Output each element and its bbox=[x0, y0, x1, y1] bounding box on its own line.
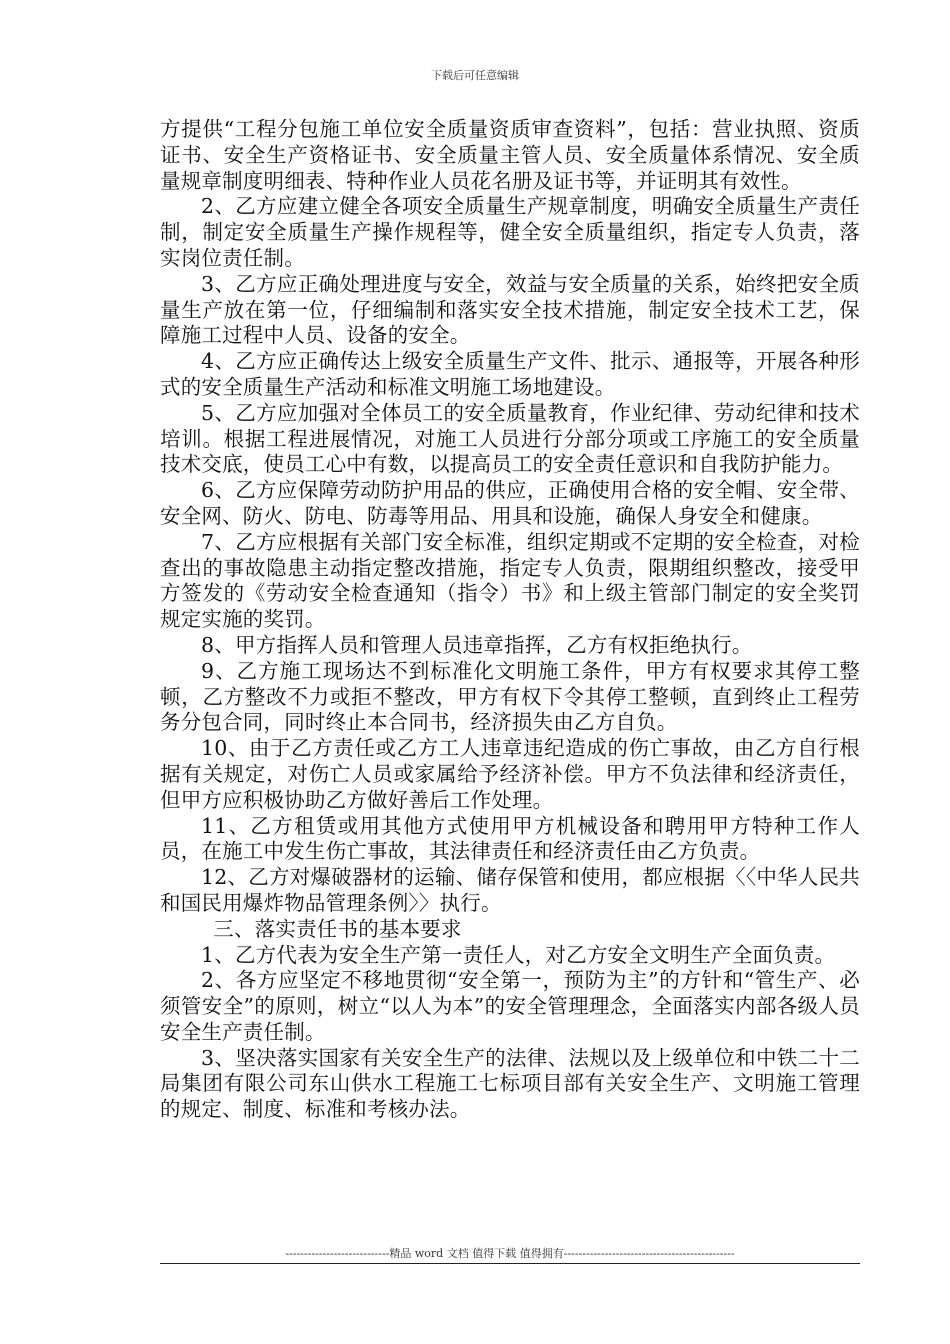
paragraph-item-9: 9、乙方施工现场达不到标准化文明施工条件，甲方有权要求其停工整顿，乙方整改不力或拒不整改，甲方有权下令其停工整顿，直到终止工程劳务分包合同，同时终止本合同书，经济损失由乙方自负。 bbox=[160, 658, 860, 735]
paragraph-item-7: 7、乙方应根据有关部门安全标准，组织定期或不定期的安全检查，对检查出的事故隐患主动指定整改措施，指定专人负责，限期组织整改，接受甲方签发的《劳动安全检查通知（指令）书》和上级主管部门制定的安全奖罚规定实施的奖罚。 bbox=[160, 529, 860, 632]
section-heading-3: 三、落实责任书的基本要求 bbox=[213, 916, 462, 941]
requirement-item-3: 3、坚决落实国家有关安全生产的法律、法规以及上级单位和中铁二十二局集团有限公司东山供水工程施工七标项目部有关安全生产、文明施工管理的规定、制度、标准和考核办法。 bbox=[160, 1045, 860, 1122]
requirement-item-2: 2、各方应坚定不移地贯彻“安全第一，预防为主”的方针和“管生产、必须管安全”的原则，树立“以人为本”的安全管理理念，全面落实内部各级人员安全生产责任制。 bbox=[160, 968, 860, 1044]
paragraph-item-3: 3、乙方应正确处理进度与安全，效益与安全质量的关系，始终把安全质量生产放在第一位，仔细编制和落实安全技术措施，制定安全技术工艺，保障施工过程中人员、设备的安全。 bbox=[160, 271, 860, 348]
footer-divider bbox=[160, 1263, 860, 1264]
page-footer-note: ----------------------------精品 word 文档 值得下载 值得拥有---------------------------------------------- bbox=[285, 1247, 735, 1260]
paragraph-item-5: 5、乙方应加强对全体员工的安全质量教育，作业纪律、劳动纪律和技术培训。根据工程进展情况，对施工人员进行分部分项或工序施工的安全质量技术交底，使员工心中有数，以提高员工的安全责任意识和自我防护能力。 bbox=[160, 400, 860, 477]
paragraph-item-11: 11、乙方租赁或用其他方式使用甲方机械设备和聘用甲方特种工作人员，在施工中发生伤亡事故，其法律责任和经济责任由乙方负责。 bbox=[160, 813, 860, 864]
paragraph-item-10: 10、由于乙方责任或乙方工人违章违纪造成的伤亡事故，由乙方自行根据有关规定，对伤亡人员或家属给予经济补偿。甲方不负法律和经济责任，但甲方应积极协助乙方做好善后工作处理。 bbox=[160, 736, 860, 812]
paragraph-item-12: 12、乙方对爆破器材的运输、储存保管和使用，都应根据〈〈中华人民共和国民用爆炸物品管理条例〉〉执行。 bbox=[160, 865, 860, 915]
document-body bbox=[160, 117, 860, 1123]
paragraph-continuation: 方提供“工程分包施工单位安全质量资质审查资料”，包括：营业执照、资质证书、安全生产资格证书、安全质量主管人员、安全质量体系情况、安全质量规章制度明细表、特种作业人员花名册及证书等，并证明其有效性。 bbox=[160, 117, 860, 193]
paragraph-item-6: 6、乙方应保障劳动防护用品的供应，正确使用合格的安全帽、安全带、安全网、防火、防电、防毒等用品、用具和设施，确保人身安全和健康。 bbox=[160, 478, 860, 528]
page-header-note: 下载后可任意编辑 bbox=[431, 69, 519, 82]
paragraph-item-2: 2、乙方应建立健全各项安全质量生产规章制度，明确安全质量生产责任制，制定安全质量生产操作规程等，健全安全质量组织，指定专人负责，落实岗位责任制。 bbox=[160, 194, 860, 270]
paragraph-item-4: 4、乙方应正确传达上级安全质量生产文件、批示、通报等，开展各种形式的安全质量生产活动和标准文明施工场地建设。 bbox=[160, 349, 860, 399]
requirement-item-1: 1、乙方代表为安全生产第一责任人，对乙方安全文明生产全面负责。 bbox=[201, 942, 836, 967]
paragraph-item-8: 8、甲方指挥人员和管理人员违章指挥，乙方有权拒绝执行。 bbox=[201, 632, 753, 657]
